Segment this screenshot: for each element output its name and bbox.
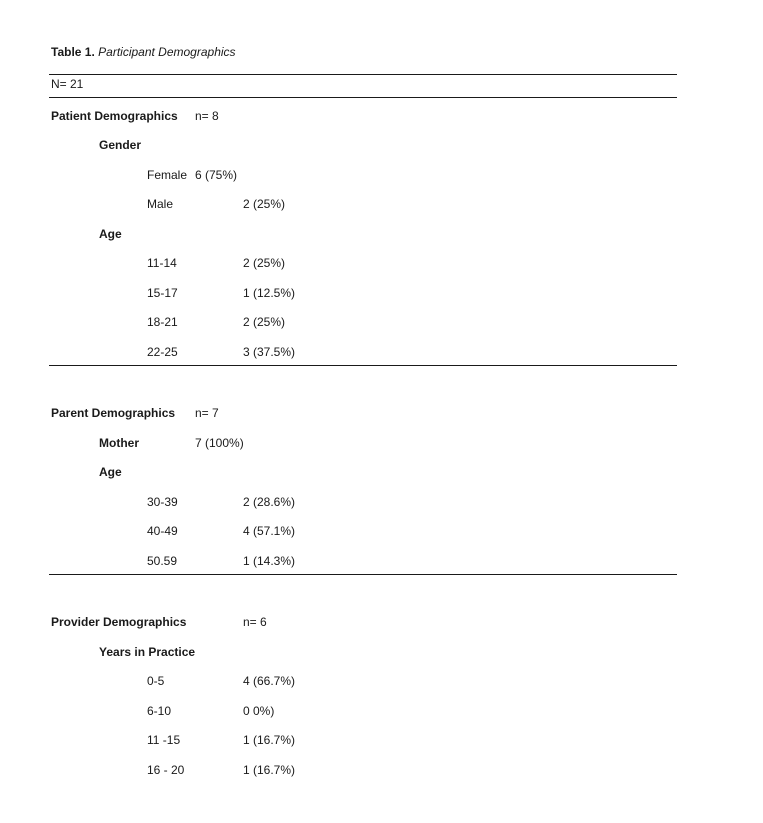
- provider-n: n= 6: [243, 615, 267, 629]
- parent-heading: Parent Demographics: [51, 406, 176, 420]
- mother-label: Mother: [99, 436, 139, 450]
- years-row-label: 11 -15: [147, 733, 181, 747]
- provider-heading: Provider Demographics: [51, 615, 187, 629]
- table-title: Participant Demographics: [98, 45, 236, 59]
- gender-row-value: 6 (75%): [195, 168, 238, 182]
- parent-age-row-label: 30-39: [147, 495, 178, 509]
- header-rule: [49, 97, 677, 98]
- patient-age-row-value: 3 (37.5%): [243, 345, 296, 359]
- patient-n: n= 8: [195, 109, 219, 123]
- patient-age-row-label: 22-25: [147, 345, 178, 359]
- top-rule: [49, 74, 677, 75]
- years-row-label: 16 - 20: [147, 763, 185, 777]
- parent-section-rule: [49, 574, 677, 575]
- parent-age-row-label: 40-49: [147, 524, 178, 538]
- years-row-value: 1 (16.7%): [243, 763, 296, 777]
- parent-n: n= 7: [195, 406, 219, 420]
- patient-section-rule: [49, 365, 677, 366]
- parent-age-row-label: 50.59: [147, 554, 178, 568]
- patient-age-row-label: 15-17: [147, 286, 178, 300]
- patient-age-row-value: 1 (12.5%): [243, 286, 296, 300]
- years-row-label: 0-5: [147, 674, 165, 688]
- table-caption: [51, 45, 236, 59]
- gender-row-value: 2 (25%): [243, 197, 286, 211]
- gender-row-label: Male: [147, 197, 174, 211]
- years-row-value: 0 0%): [243, 704, 275, 718]
- patient-age-row-value: 2 (25%): [243, 256, 286, 270]
- parent-age-row-value: 2 (28.6%): [243, 495, 296, 509]
- patient-age-row-value: 2 (25%): [243, 315, 286, 329]
- parent-age-label: Age: [99, 465, 122, 479]
- years-row-value: 4 (66.7%): [243, 674, 296, 688]
- gender-label: Gender: [99, 138, 142, 152]
- mother-value: 7 (100%): [195, 436, 244, 450]
- table-label: Table 1.: [51, 45, 95, 59]
- patient-age-row-label: 18-21: [147, 315, 178, 329]
- years-label: Years in Practice: [99, 645, 196, 659]
- total-n: N= 21: [51, 77, 84, 91]
- patient-heading: Patient Demographics: [51, 109, 178, 123]
- patient-age-row-label: 11-14: [147, 256, 177, 270]
- parent-age-row-value: 1 (14.3%): [243, 554, 296, 568]
- years-row-value: 1 (16.7%): [243, 733, 296, 747]
- years-row-label: 6-10: [147, 704, 172, 718]
- gender-row-label: Female: [147, 168, 188, 182]
- patient-age-label: Age: [99, 227, 122, 241]
- parent-age-row-value: 4 (57.1%): [243, 524, 296, 538]
